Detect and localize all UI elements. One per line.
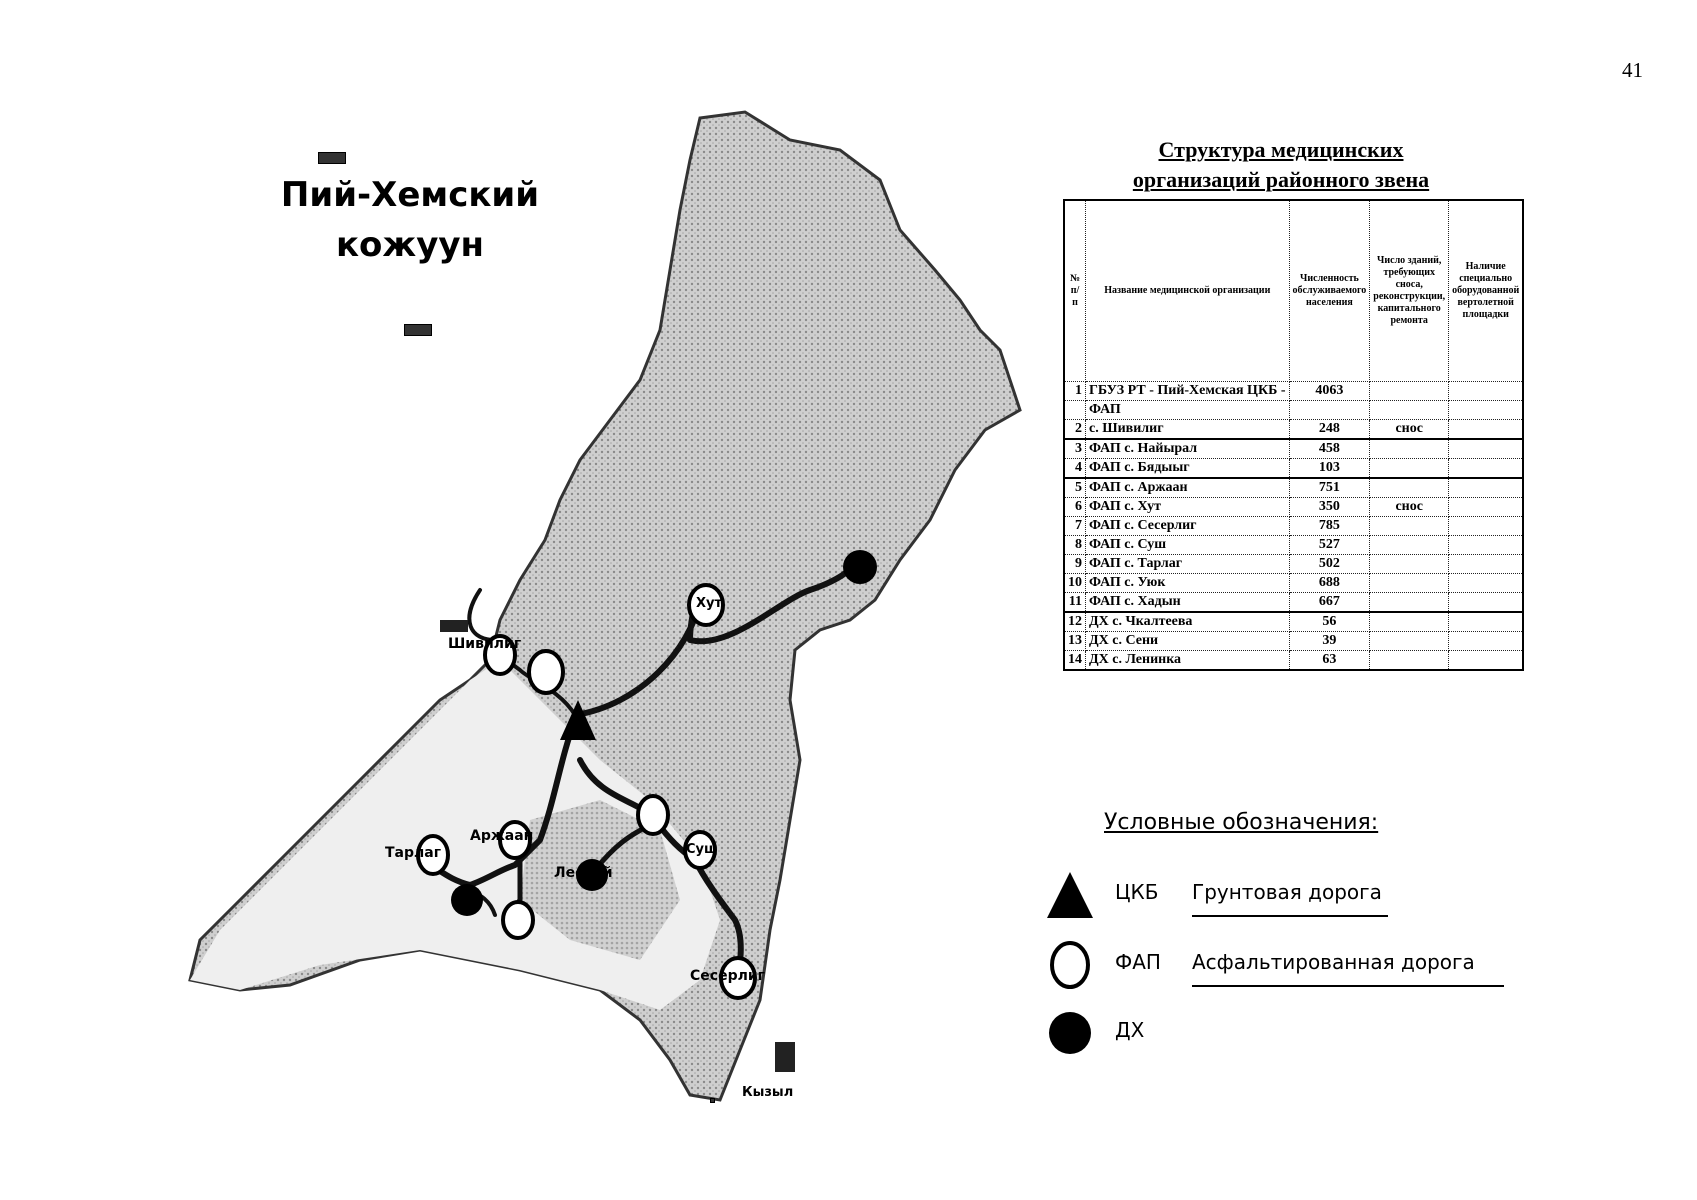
header-pop: Численность обслуживаемого населения [1289,200,1370,382]
cell-num: 7 [1064,517,1086,536]
legend-row-ckb [1040,870,1520,920]
cell-build [1370,382,1449,401]
map-mark-3 [710,1098,715,1103]
label-arzhaan: Аржаан [470,828,534,844]
cell-name: ФАП с. Хут [1086,498,1290,517]
cell-build [1370,651,1449,671]
cell-equip [1449,439,1524,459]
map-title: Пий-Хемский кожуун [280,175,540,265]
cell-pop: 502 [1289,555,1370,574]
cell-equip [1449,651,1524,671]
table-row [1064,536,1523,555]
cell-build [1370,459,1449,479]
cell-num: 3 [1064,439,1086,459]
header-name: Название медицинской организации [1086,200,1290,382]
cell-pop: 248 [1289,420,1370,440]
cell-build [1370,517,1449,536]
cell-name: ФАП с. Найырал [1086,439,1290,459]
cell-name: ФАП с. Аржаан [1086,478,1290,498]
organization-table-block [1063,135,1520,671]
circle-outline-icon [1045,940,1095,990]
cell-name: с. Шивилиг [1086,420,1290,440]
cell-num: 4 [1064,459,1086,479]
cell-build [1370,439,1449,459]
triangle-icon [1045,870,1095,920]
legend-label-ckb: ЦКБ [1115,880,1159,904]
table-caption: Структура медицинских организаций районного звена [1132,137,1430,192]
cell-num: 9 [1064,555,1086,574]
cell-equip [1449,574,1524,593]
cell-name: ДХ с. Чкалтеева [1086,612,1290,632]
cell-pop: 39 [1289,632,1370,651]
cell-name: ФАП с. Бядыыг [1086,459,1290,479]
cell-equip [1449,593,1524,613]
cell-name: ГБУЗ РТ - Пий-Хемская ЦКБ - [1086,382,1290,401]
cell-pop: 56 [1289,612,1370,632]
cell-pop: 4063 [1289,382,1370,401]
cell-build [1370,593,1449,613]
cell-equip [1449,478,1524,498]
table-row [1064,574,1523,593]
cell-num: 6 [1064,498,1086,517]
cell-build: снос [1370,420,1449,440]
cell-name: ФАП с. Сесерлиг [1086,517,1290,536]
cell-num: 8 [1064,536,1086,555]
cell-name: ФАП с. Уюк [1086,574,1290,593]
cell-pop: 103 [1289,459,1370,479]
cell-name: ФАП с. Хадын [1086,593,1290,613]
cell-pop: 688 [1289,574,1370,593]
table-row [1064,420,1523,440]
cell-num [1064,401,1086,420]
cell-equip [1449,632,1524,651]
cell-pop: 785 [1289,517,1370,536]
cell-build [1370,612,1449,632]
settlement-marker-1 [440,620,468,632]
table-row [1064,651,1523,671]
organization-table [1063,199,1524,671]
dirt-road-line [1192,915,1388,917]
cell-equip [1449,401,1524,420]
cell-build: снос [1370,498,1449,517]
kyzyl-marker [775,1042,795,1072]
cell-num: 14 [1064,651,1086,671]
cell-equip [1449,536,1524,555]
page-number: 41 [1622,58,1643,82]
table-row [1064,593,1523,613]
cell-num: 2 [1064,420,1086,440]
cell-equip [1449,498,1524,517]
table-row [1064,632,1523,651]
table-row [1064,382,1523,401]
table-row [1064,439,1523,459]
label-hut: Хут [696,596,723,611]
table-row [1064,478,1523,498]
label-shivilig: Шивилиг [448,636,522,652]
cell-pop: 63 [1289,651,1370,671]
cell-build [1370,401,1449,420]
legend-label-paved-road: Асфальтированная дорога [1192,950,1475,974]
cell-num: 10 [1064,574,1086,593]
cell-build [1370,536,1449,555]
filled-circle-icon [1045,1008,1095,1058]
cell-equip [1449,459,1524,479]
paved-road-line [1192,985,1504,987]
cell-equip [1449,517,1524,536]
cell-name: ФАП [1086,401,1290,420]
cell-equip [1449,420,1524,440]
cell-pop: 527 [1289,536,1370,555]
table-header-row [1064,200,1523,382]
table-row [1064,555,1523,574]
cell-name: ДХ с. Сени [1086,632,1290,651]
cell-pop: 751 [1289,478,1370,498]
table-row [1064,517,1523,536]
legend-row-dh [1040,1008,1520,1058]
cell-name: ФАП с. Суш [1086,536,1290,555]
cell-build [1370,574,1449,593]
header-num: № п/п [1064,200,1086,382]
label-kyzyl: Кызыл [742,1085,794,1100]
map-mark-2 [404,324,432,336]
cell-pop [1289,401,1370,420]
table-body [1064,382,1523,671]
label-sush: Суш [686,842,718,857]
legend-label-dh: ДХ [1115,1018,1145,1042]
cell-equip [1449,555,1524,574]
cell-num: 1 [1064,382,1086,401]
cell-build [1370,632,1449,651]
cell-num: 13 [1064,632,1086,651]
cell-num: 5 [1064,478,1086,498]
table-row [1064,498,1523,517]
legend-row-fap [1040,940,1520,990]
legend-label-fap: ФАП [1115,950,1161,974]
header-build: Число зданий, требующих сноса, реконструкции, капитального ремонта [1370,200,1449,382]
cell-num: 11 [1064,593,1086,613]
legend-label-dirt-road: Грунтовая дорога [1192,880,1382,904]
cell-pop: 667 [1289,593,1370,613]
cell-build [1370,555,1449,574]
cell-build [1370,478,1449,498]
legend-title: Условные обозначения: [1104,810,1379,835]
map-scale-mark [318,152,346,164]
cell-equip [1449,612,1524,632]
label-seserlig: Сесерлиг [690,968,765,984]
header-equip: Наличие специально оборудованной вертолетной площадки [1449,200,1524,382]
label-lesnoy: Лесной [554,865,613,881]
table-row [1064,401,1523,420]
cell-pop: 458 [1289,439,1370,459]
label-tarlag: Тарлаг [385,845,442,861]
table-row [1064,612,1523,632]
cell-name: ДХ с. Ленинка [1086,651,1290,671]
cell-name: ФАП с. Тарлаг [1086,555,1290,574]
cell-equip [1449,382,1524,401]
cell-pop: 350 [1289,498,1370,517]
table-row [1064,459,1523,479]
cell-num: 12 [1064,612,1086,632]
